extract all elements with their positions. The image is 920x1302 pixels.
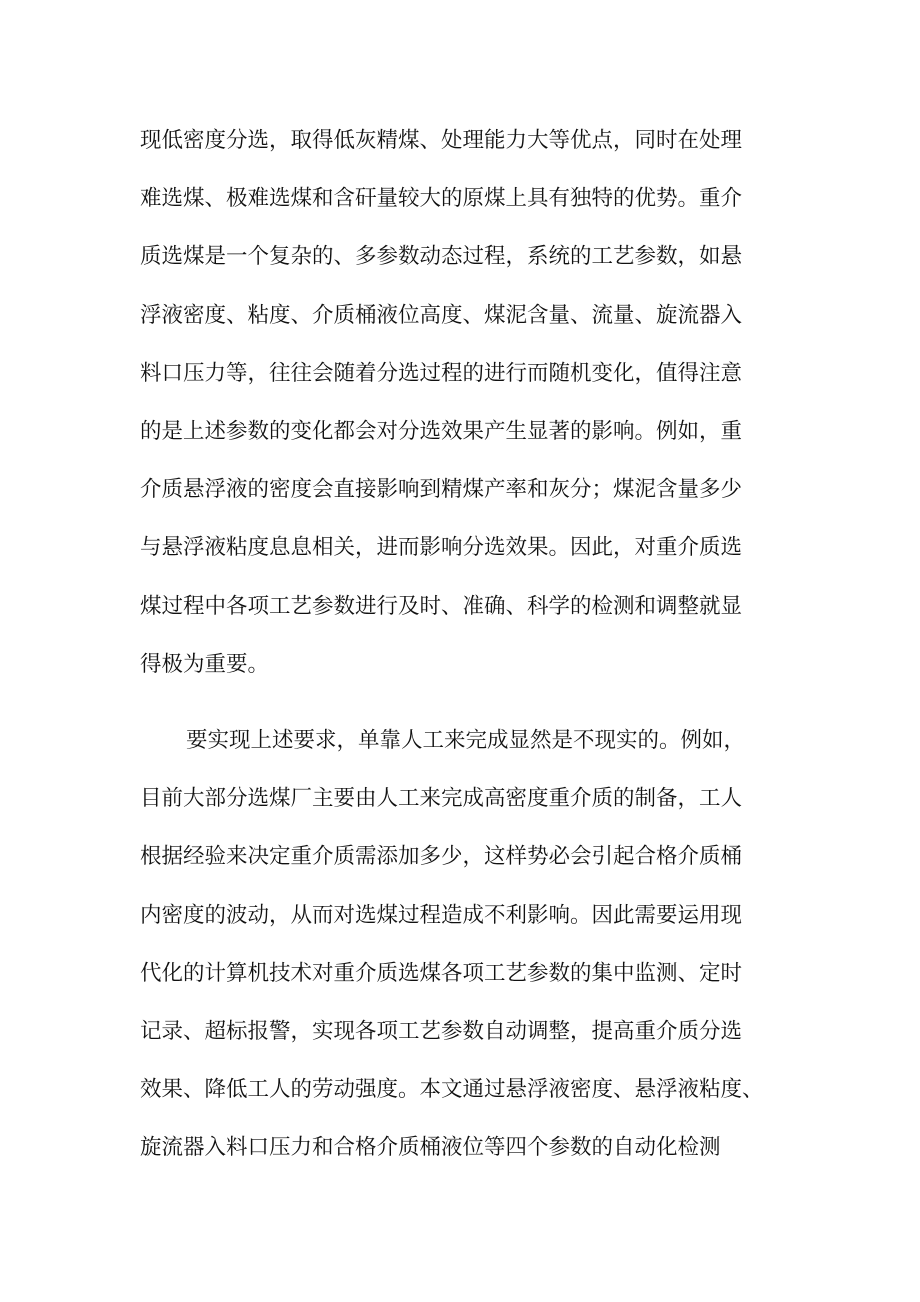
paragraph-line: 得极为重要。 xyxy=(140,651,270,677)
paragraph-line: 根据经验来决定重介质需添加多少，这样势必会引起合格介质桶 xyxy=(140,844,743,870)
paragraph-line: 目前大部分选煤厂主要由人工来完成高密度重介质的制备，工人 xyxy=(140,786,743,812)
paragraph-line: 料口压力等，往往会随着分选过程的进行而随机变化，值得注意 xyxy=(140,360,743,386)
paragraph-line: 旋流器入料口压力和合格介质桶液位等四个参数的自动化检测 xyxy=(140,1135,721,1161)
paragraph-1 xyxy=(140,129,790,711)
paragraph-line: 浮液密度、粘度、介质桶液位高度、煤泥含量、流量、旋流器入 xyxy=(140,302,743,328)
paragraph-line: 现低密度分选，取得低灰精煤、处理能力大等优点，同时在处理 xyxy=(140,128,743,153)
paragraph-line: 记录、超标报警，实现各项工艺参数自动调整，提高重介质分选 xyxy=(140,1018,743,1044)
paragraph-line: 效果、降低工人的劳动强度。本文通过悬浮液密度、悬浮液粘度、 xyxy=(140,1077,764,1103)
paragraph-line: 的是上述参数的变化都会对分选效果产生显著的影响。例如，重 xyxy=(140,418,743,444)
paragraph-line: 代化的计算机技术对重介质选煤各项工艺参数的集中监测、定时 xyxy=(140,960,743,986)
paragraph-line: 要实现上述要求，单靠人工来完成显然是不现实的。例如， xyxy=(186,728,746,753)
paragraph-2 xyxy=(140,729,790,1195)
paragraph-line: 内密度的波动，从而对选煤过程造成不利影响。因此需要运用现 xyxy=(140,902,743,928)
paragraph-line: 煤过程中各项工艺参数进行及时、准确、科学的检测和调整就显 xyxy=(140,593,743,619)
paragraph-line: 难选煤、极难选煤和含矸量较大的原煤上具有独特的优势。重介 xyxy=(140,186,743,212)
paragraph-line: 介质悬浮液的密度会直接影响到精煤产率和灰分；煤泥含量多少 xyxy=(140,477,743,503)
paragraph-line: 质选煤是一个复杂的、多参数动态过程，系统的工艺参数，如悬 xyxy=(140,244,743,270)
paragraph-line: 与悬浮液粘度息息相关，进而影响分选效果。因此，对重介质选 xyxy=(140,535,743,561)
